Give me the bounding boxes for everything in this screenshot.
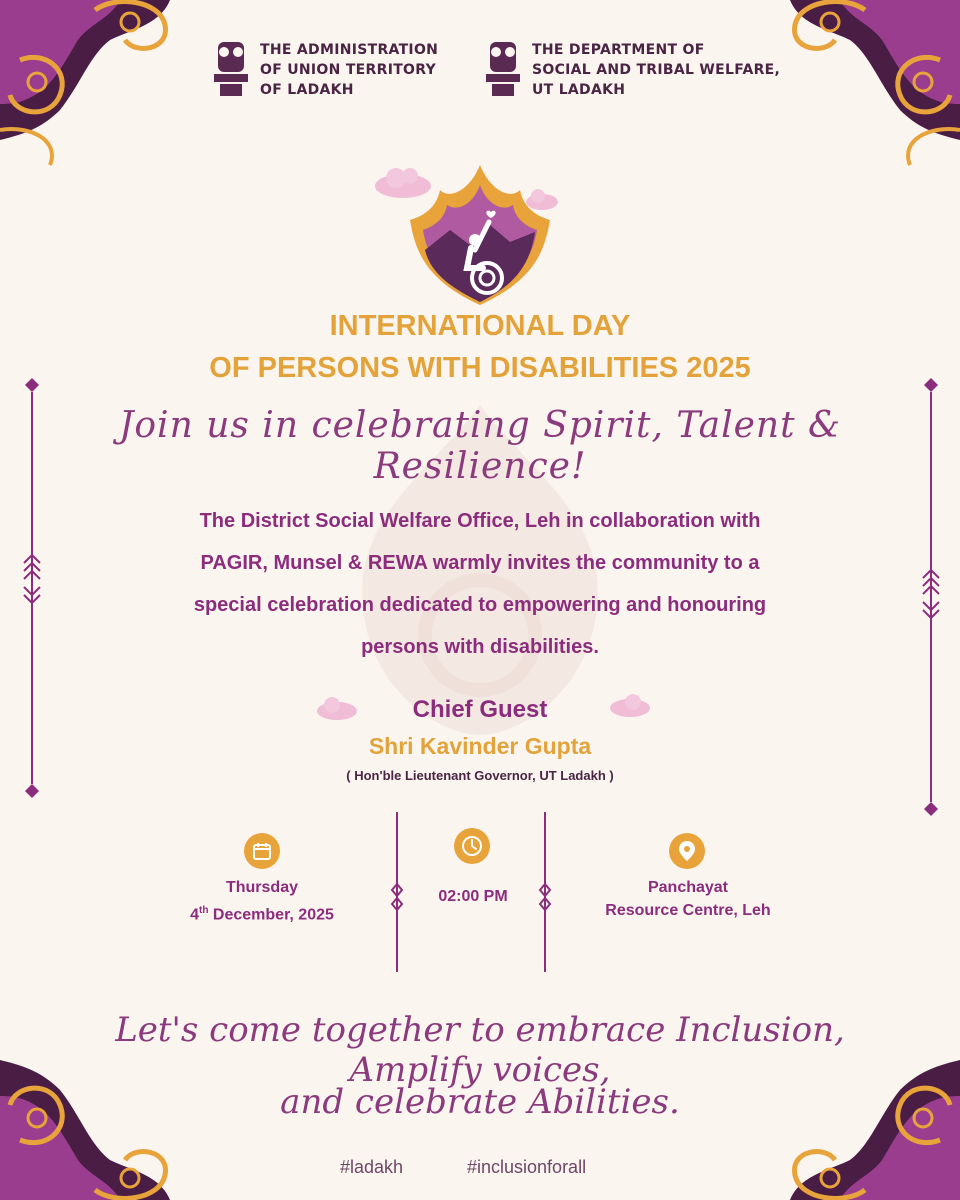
info-divider <box>537 812 553 972</box>
event-title-line-2: OF PERSONS WITH DISABILITIES 2025 <box>209 352 751 384</box>
chief-guest-name: Shri Kavinder Gupta <box>368 733 592 759</box>
closing-line-1: Let's come together to embrace Inclusion, Amplify voices, <box>115 1010 845 1090</box>
event-venue <box>566 876 810 922</box>
chief-guest-label: Chief Guest <box>412 696 548 723</box>
event-date-full: 4th December, 2025 <box>190 905 334 924</box>
event-date <box>150 876 374 926</box>
org-line: THE DEPARTMENT OF <box>532 42 705 58</box>
event-time: 02:00 PM <box>438 888 508 905</box>
paragraph-line: persons with disabilities. <box>361 636 599 658</box>
tagline: Join us in celebrating Spirit, Talent & Resilience! <box>118 405 842 487</box>
event-day: Thursday <box>225 879 298 896</box>
calendar-icon <box>244 833 280 869</box>
corner-ornament-top-left <box>0 0 250 200</box>
chief-guest-role: ( Hon'ble Lieutenant Governor, UT Ladakh ) <box>346 768 614 783</box>
national-emblem-icon <box>482 40 524 100</box>
corner-ornament-top-right <box>710 0 960 200</box>
clock-icon <box>454 828 490 864</box>
invitation-paragraph <box>110 500 850 668</box>
org-administration-ladakh <box>210 40 438 100</box>
paragraph-line: special celebration dedicated to empowering and honouring <box>193 594 767 616</box>
org-line: OF LADAKH <box>260 82 354 98</box>
venue-line: Panchayat <box>647 879 729 896</box>
info-divider <box>389 812 405 972</box>
org-line: UT LADAKH <box>532 82 626 98</box>
paragraph-line: PAGIR, Munsel & REWA warmly invites the community to a <box>200 552 760 574</box>
org-line: SOCIAL AND TRIBAL WELFARE, <box>532 62 781 78</box>
closing-line-2: and celebrate Abilities. <box>280 1082 680 1122</box>
venue-line: Resource Centre, Leh <box>605 902 771 919</box>
hashtag-ladakh: #ladakh <box>340 1157 404 1177</box>
national-emblem-icon <box>210 40 252 100</box>
org-line: OF UNION TERRITORY <box>260 62 437 78</box>
paragraph-line: The District Social Welfare Office, Leh in collaboration with <box>199 510 761 532</box>
org-line: THE ADMINISTRATION <box>260 42 439 58</box>
hashtag-inclusionforall: #inclusionforall <box>467 1157 587 1177</box>
location-pin-icon <box>669 833 705 869</box>
event-logo-wheelchair-icon <box>405 160 555 310</box>
org-social-tribal-welfare <box>482 40 780 100</box>
event-title-line-1: INTERNATIONAL DAY <box>329 310 631 342</box>
